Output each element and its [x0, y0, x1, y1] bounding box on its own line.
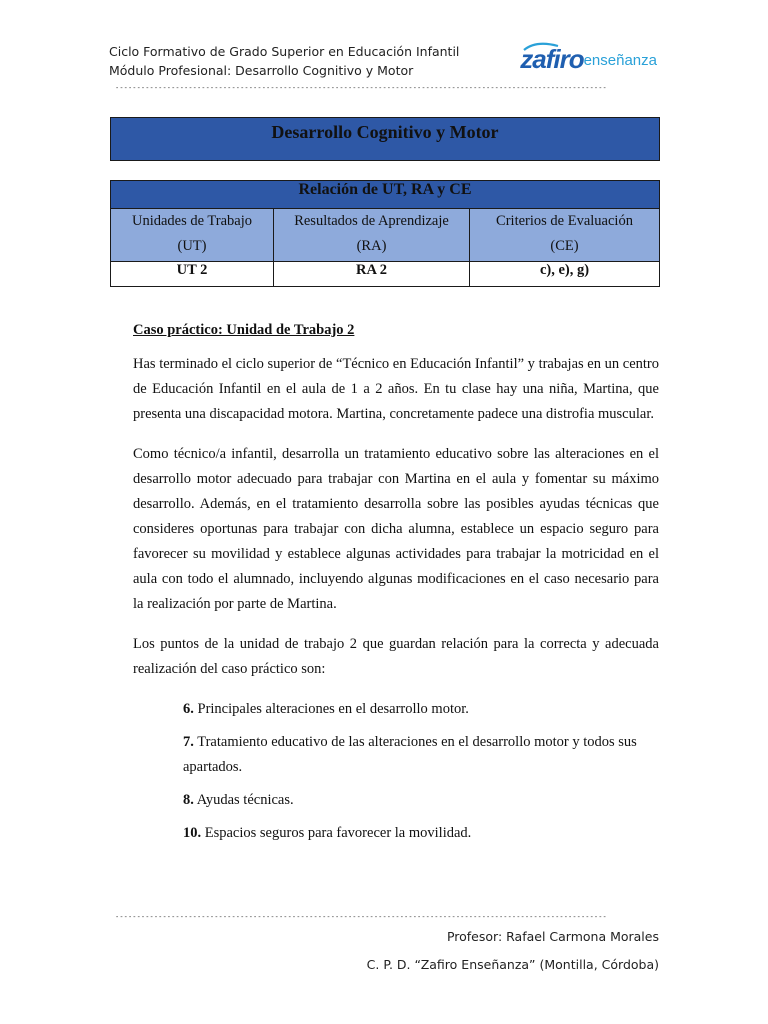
- case-paragraph: Como técnico/a infantil, desarrolla un tratamiento educativo sobre las alteraciones en el desarrollo motor adecuado para trabajar con Martina en el aula y fomentar su máximo desarrollo. Además, en el tratamiento desarrolla sobre las posibles ayudas técnicas que consideres oportunas para trabajar con dicha alumna, establece un espacio seguro para favorecer su movilidad y establece algunas actividades para trabajar la motricidad en el aula con todo el alumnado, incluyendo algunas modificaciones en el caso necesario para la realización por parte de Martina.: [133, 446, 659, 612]
- footer-divider: ------------------------------------------------------------------------------------------------------------------: [115, 913, 607, 921]
- header-line-course: Ciclo Formativo de Grado Superior en Educación Infantil: [109, 44, 460, 59]
- footer-teacher: Profesor: Rafael Carmona Morales: [446, 929, 659, 944]
- points-list: [183, 697, 659, 846]
- relation-table: [110, 180, 660, 287]
- column-header-ra-abbr: (RA): [356, 238, 387, 254]
- header-line-module: Módulo Profesional: Desarrollo Cognitivo y Motor: [109, 63, 414, 78]
- zafiro-logo: [520, 44, 657, 78]
- column-header-ra: [274, 209, 470, 262]
- cell-ce: c), e), g): [470, 262, 660, 287]
- column-header-ce: [470, 209, 660, 262]
- cell-ut: UT 2: [111, 262, 274, 287]
- column-header-ce-abbr: (CE): [550, 238, 579, 254]
- document-title: Desarrollo Cognitivo y Motor: [271, 122, 499, 142]
- list-item: [183, 697, 659, 722]
- point-text: Ayudas técnicas.: [193, 792, 294, 808]
- column-header-ce-name: Criterios de Evaluación: [496, 213, 633, 229]
- logo-brand-text: zafiro: [520, 44, 584, 74]
- case-heading: Caso práctico: Unidad de Trabajo 2: [133, 322, 355, 338]
- point-text: Tratamiento educativo de las alteraciones en el desarrollo motor y todos sus apartados.: [183, 734, 637, 775]
- header-text: [109, 42, 459, 80]
- point-number: 6.: [183, 701, 194, 717]
- relation-table-title: Relación de UT, RA y CE: [111, 181, 660, 209]
- case-paragraph: Has terminado el ciclo superior de “Técnico en Educación Infantil” y trabajas en un centro de Educación Infantil en el aula de 1 a 2 años. En tu clase hay una niña, Martina, que presenta una discapacidad motora. Martina, concretamente padece una distrofia muscular.: [133, 356, 659, 422]
- column-header-ut: [111, 209, 274, 262]
- point-number: 10.: [183, 825, 202, 841]
- point-text: Espacios seguros para favorecer la movilidad.: [201, 825, 472, 841]
- list-item: [183, 788, 659, 813]
- cell-ra: RA 2: [274, 262, 470, 287]
- logo-suffix-text: enseñanza: [583, 52, 657, 69]
- header-divider: ------------------------------------------------------------------------------------------------------------------: [115, 84, 607, 92]
- case-body: [133, 318, 659, 854]
- point-text: Principales alteraciones en el desarrollo motor.: [193, 701, 469, 717]
- table-row: [111, 262, 660, 287]
- list-item: [183, 730, 659, 780]
- column-header-ut-abbr: (UT): [177, 238, 207, 254]
- footer-center: C. P. D. “Zafiro Enseñanza” (Montilla, Córdoba): [366, 957, 659, 972]
- list-item: [183, 821, 659, 846]
- point-number: 8.: [183, 792, 194, 808]
- logo-swoosh-icon: [522, 42, 562, 52]
- point-number: 7.: [183, 734, 194, 750]
- case-paragraph: Los puntos de la unidad de trabajo 2 que guardan relación para la correcta y adecuada realización del caso práctico son:: [133, 636, 659, 677]
- column-header-ra-name: Resultados de Aprendizaje: [294, 213, 449, 229]
- column-header-ut-name: Unidades de Trabajo: [131, 213, 252, 229]
- title-banner: [110, 117, 660, 161]
